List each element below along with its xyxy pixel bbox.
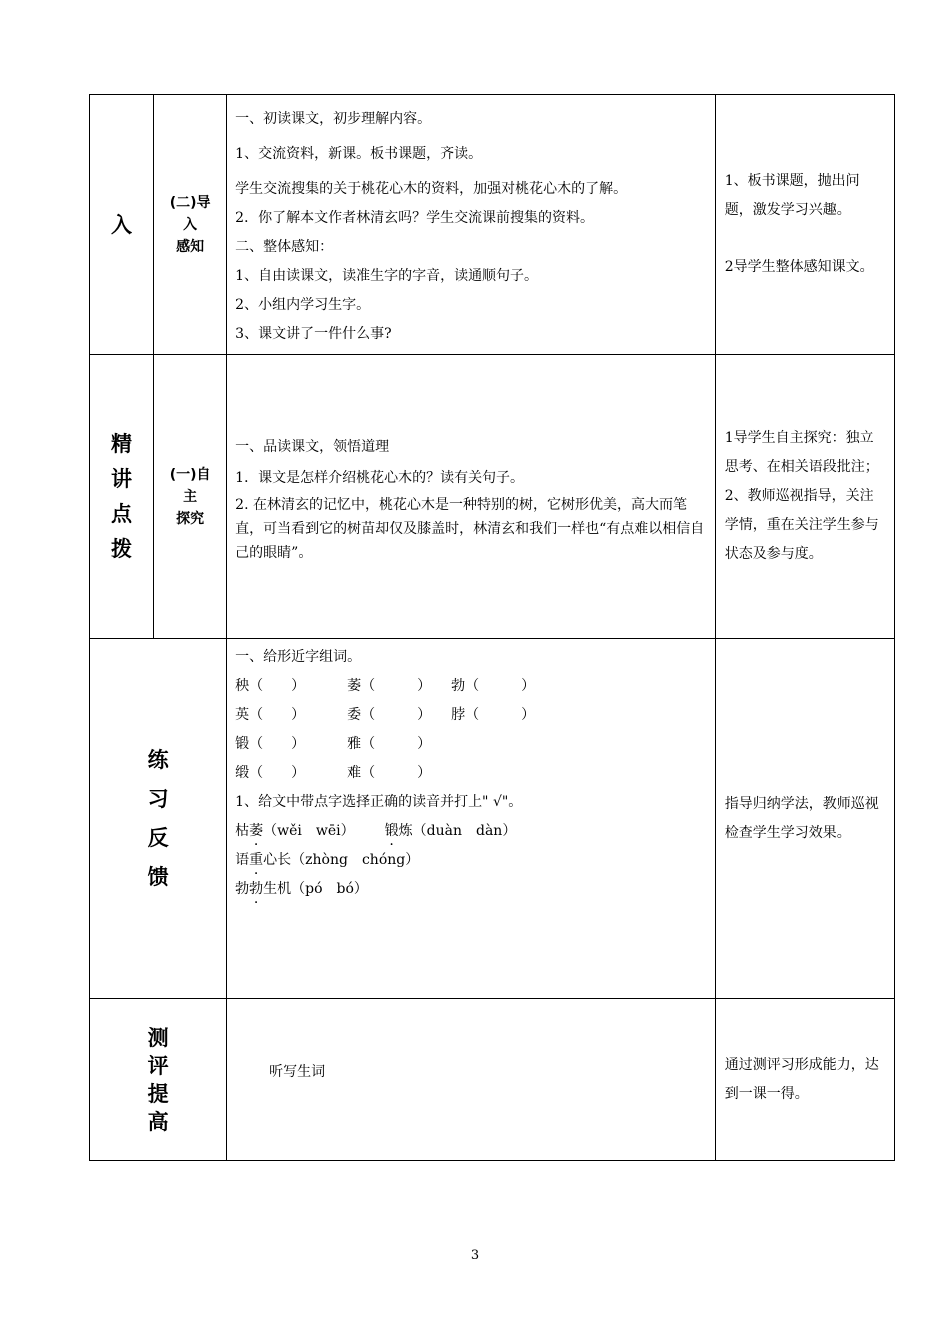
intro-note-2: 2导学生整体感知课文。 [724, 259, 874, 275]
content-line: 1．课文是怎样介绍桃花心木的？读有关句子。 [235, 470, 525, 486]
pinyin-instruction: 1、给文中带点字选择正确的读音并打上" √"。 [235, 794, 523, 810]
page-number: 3 [470, 1248, 480, 1263]
explain-step-cell [154, 355, 227, 639]
content-line: 1、交流资料，新课。板书课题，齐读。 [235, 146, 483, 162]
content-line: 2．你了解本文作者林清玄吗？学生交流课前搜集的资料。 [235, 210, 595, 226]
char-cell: 难（ ） [347, 765, 432, 781]
dotted-char: 勃 [249, 881, 264, 897]
stage-char: 习 [147, 786, 169, 811]
content-line: 二、整体感知： [235, 239, 334, 255]
char-cell: 秧（ ） [235, 678, 306, 694]
practice-note: 指导归纳学法，教师巡视检查学生学习效果。 [724, 795, 879, 841]
char-cell: 脖（ ） [451, 707, 536, 723]
practice-notes-cell [715, 639, 894, 999]
char-cell: 锻（ ） [235, 736, 306, 752]
content-line: 学生交流搜集的关于桃花心木的资料，加强对桃花心木的了解。 [235, 181, 628, 197]
pinyin-item [235, 846, 707, 875]
intro-stage-label: 入 [111, 212, 133, 237]
explain-step-line: (一)自 [169, 466, 211, 483]
char-row [235, 701, 707, 730]
intro-stage-cell [90, 95, 154, 355]
explain-note: 1导学生自主探究：独立思考、在相关语段批注；2、教师巡视指导，关注学情，重在关注学生参与状态及参与度。 [724, 430, 879, 562]
intro-step-cell [154, 95, 227, 355]
char-cell: 委（ ） [347, 707, 432, 723]
char-cell: 萎（ ） [347, 678, 432, 694]
explain-content-cell [227, 355, 716, 639]
pinyin-options: （wěi wēi） [263, 823, 355, 839]
pinyin-item [235, 817, 707, 846]
stage-char: 高 [147, 1109, 169, 1134]
practice-heading: 一、给形近字组词。 [235, 649, 362, 665]
content-line: 一、品读课文，领悟道理 [235, 439, 390, 455]
content-line: 1、自由读课文，读准生字的字音，读通顺句子。 [235, 268, 539, 284]
practice-stage-cell [90, 639, 227, 999]
stage-char: 反 [147, 825, 169, 850]
practice-content-cell [227, 639, 716, 999]
intro-row [90, 95, 895, 355]
test-note: 通过测评习形成能力，达到一课一得。 [724, 1056, 879, 1102]
pinyin-options: （duàn dàn） [412, 823, 517, 839]
stage-char: 提 [147, 1081, 169, 1106]
content-line: 一、初读课文，初步理解内容。 [235, 111, 432, 127]
stage-char: 馈 [147, 864, 169, 889]
word-char: 枯 [235, 823, 250, 839]
explain-step-line: 探究 [176, 510, 205, 527]
stage-char: 评 [147, 1053, 169, 1078]
content-line: 2、小组内学习生字。 [235, 297, 371, 313]
content-line: 3、课文讲了一件什么事? [235, 326, 392, 342]
dotted-char: 重 [249, 852, 264, 868]
stage-char: 练 [147, 747, 169, 772]
lesson-plan-table [89, 94, 895, 1161]
practice-row [90, 639, 895, 999]
intro-notes-cell [715, 95, 894, 355]
test-row [90, 999, 895, 1161]
stage-char: 点 [111, 501, 133, 526]
char-cell: 缎（ ） [235, 765, 306, 781]
word-char: 语 [235, 852, 250, 868]
char-cell: 雅（ ） [347, 736, 432, 752]
stage-char: 讲 [111, 466, 133, 491]
explain-step-line: 主 [183, 488, 198, 505]
char-row [235, 759, 707, 788]
char-cell: 英（ ） [235, 707, 306, 723]
test-stage-cell [90, 999, 227, 1161]
test-notes-cell [715, 999, 894, 1161]
pinyin-item [235, 875, 707, 904]
char-row [235, 730, 707, 759]
intro-step-line: 入 [183, 216, 198, 233]
word-char: 炼 [398, 823, 413, 839]
char-row [235, 672, 707, 701]
char-cell: 勃（ ） [451, 678, 536, 694]
word-char: 生机 [263, 881, 292, 897]
explain-notes-cell [715, 355, 894, 639]
test-content-cell [227, 999, 716, 1161]
intro-note-1: 1、板书课题，抛出问题，激发学习兴趣。 [724, 173, 860, 218]
word-char: 勃 [235, 881, 250, 897]
dotted-char: 锻 [384, 823, 399, 839]
word-char: 心长 [263, 852, 292, 868]
content-paragraph: 2. 在林清玄的记忆中，桃花心木是一种特别的树，它树形优美，高大而笔直，可当看到它的树苗却仅及膝盖时，林清玄和我们一样也“有点难以相信自己的眼睛”。 [235, 497, 705, 561]
explain-stage-cell [90, 355, 154, 639]
pinyin-options: （pó bó） [291, 881, 368, 897]
stage-char: 拨 [111, 536, 133, 561]
explain-row [90, 355, 895, 639]
intro-step-line: 感知 [176, 238, 205, 255]
intro-step-line: (二)导 [169, 194, 211, 211]
intro-content-cell [227, 95, 716, 355]
dotted-char: 萎 [249, 823, 264, 839]
test-content: 听写生词 [269, 1064, 326, 1080]
pinyin-options: （zhòng chóng） [291, 852, 420, 868]
stage-char: 精 [111, 431, 133, 456]
stage-char: 测 [147, 1025, 169, 1050]
